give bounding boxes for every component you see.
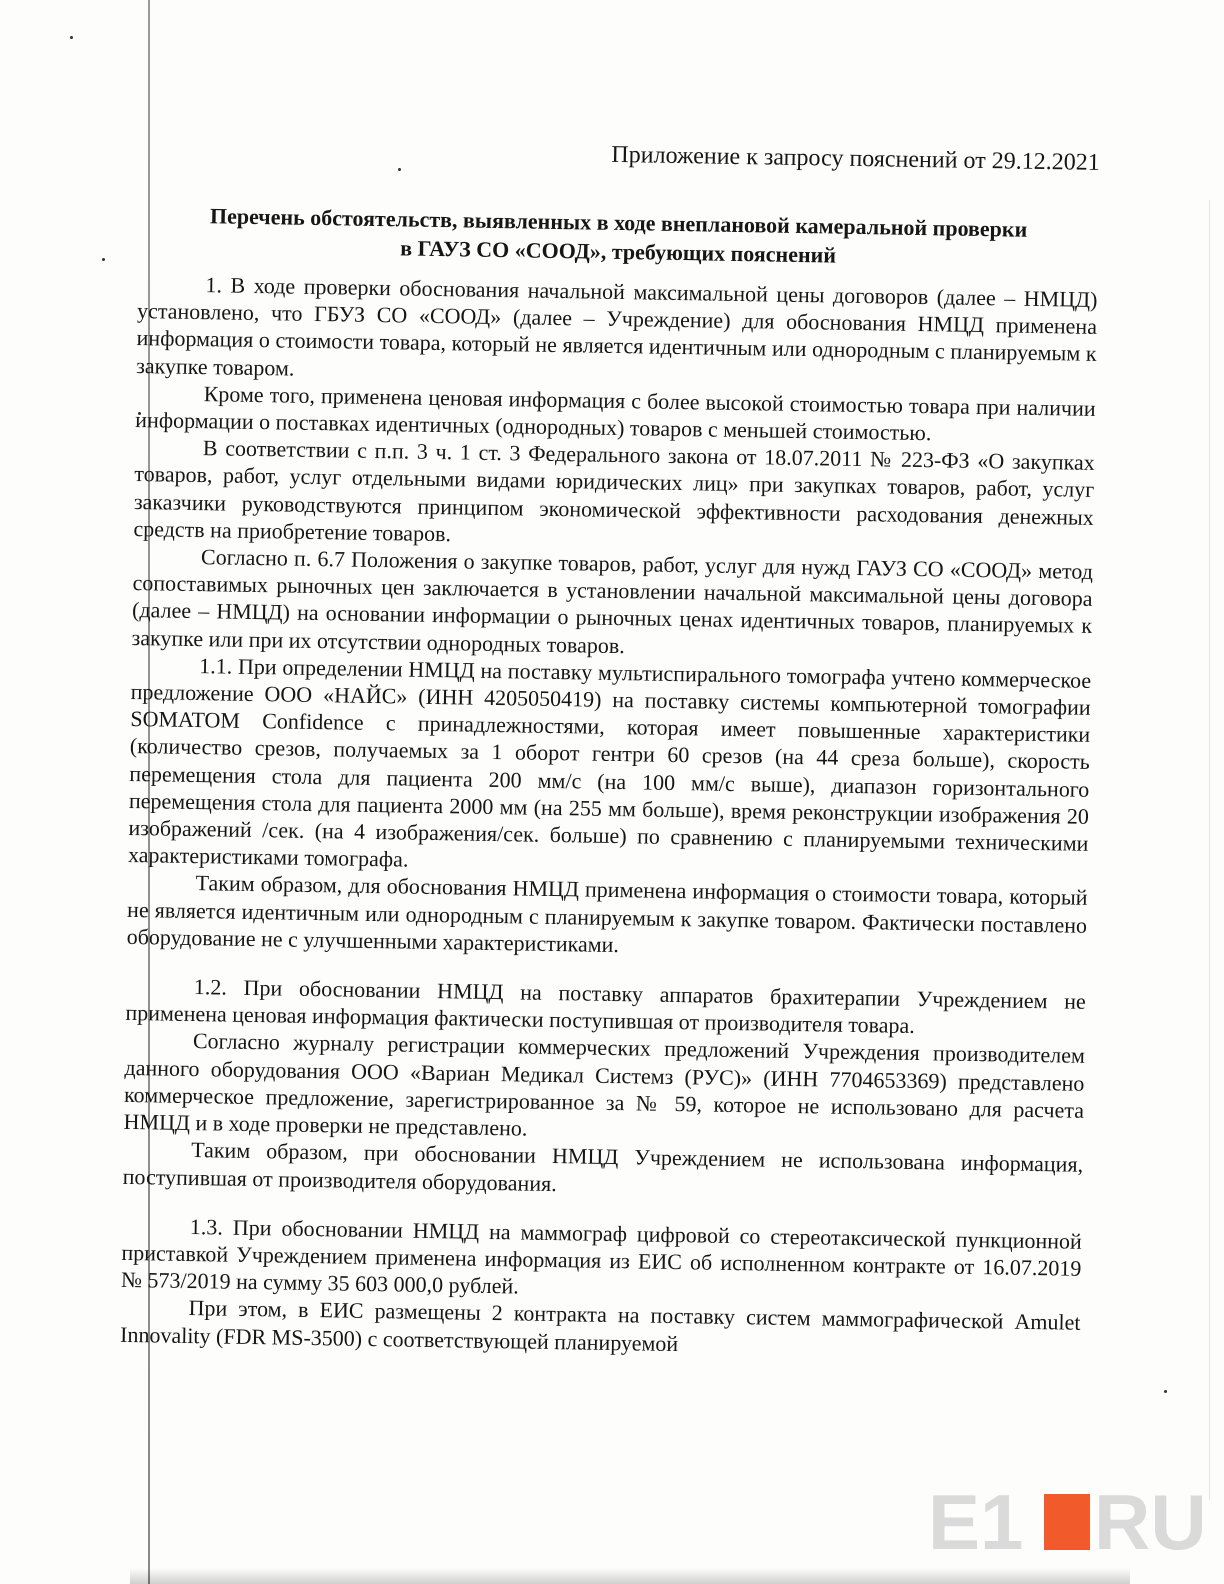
title-line-2: в ГАУЗ СО «СООД», требующих пояснений bbox=[400, 235, 837, 268]
appendix-note: Приложение к запросу пояснений от 29.12.2021 bbox=[611, 141, 1100, 176]
scan-edge-right bbox=[1209, 200, 1210, 1500]
paragraph-1-2: 1.2. При обосновании НМЦД на поставку аппаратов брахитерапии Учреждением не применена ценовая информация фактически поступившая от производителя товара. bbox=[125, 974, 1086, 1039]
watermark-ru-text: RU bbox=[1094, 1478, 1207, 1566]
scan-speck bbox=[70, 36, 73, 39]
document-page bbox=[120, 132, 1100, 1363]
paragraph-1-2-conclusion: Таким образом, при обосновании НМЦД Учреждением не использована информация, поступившая от производителя оборудования. bbox=[122, 1137, 1084, 1196]
paragraph-2: Кроме того, применена ценовая информация с более высокой стоимостью товара при наличии информации о поставках идентичных (однородных) товаров с меньшей стоимостью. bbox=[135, 380, 1096, 446]
scan-bottom-shadow bbox=[130, 1568, 1130, 1584]
paragraph-1-3-eis: При этом, в ЕИС размещены 2 контракта на поставку систем маммографической Amulet Innovality (FDR MS-3500) с соответствующей планируемой bbox=[119, 1295, 1081, 1356]
watermark-orange-square bbox=[1044, 1494, 1090, 1550]
paragraph-4: Согласно п. 6.7 Положения о закупке товаров, работ, услуг для нужд ГАУЗ СО «СООД» метод сопоставимых рыночных цен заключается в установлении начальной максимальной цены договора (далее – НМЦД) на основании информации о рыночных ценах идентичных товаров, планируемых к закупке или при их отсутствии однородных товаров. bbox=[131, 544, 1094, 658]
paragraph-1-2-journal: Согласно журналу регистрации коммерческих предложений Учреждения производителем данного оборудования ООО «Вариан Медикал Системз (РУС)» (ИНН 7704653369) представлено коммерческое предложение, зарегистрированное за № 59, которое не использовано для расчета НМЦД и в ходе проверки не представлено. bbox=[123, 1028, 1086, 1141]
scan-speck bbox=[102, 258, 105, 261]
scan-speck bbox=[1164, 1390, 1167, 1393]
paragraph-1: 1. В ходе проверки обоснования начальной максимальной цены договоров (далее – НМЦД) установлено, что ГБУЗ СО «СООД» (далее – Учреждение) для обоснования НМЦД применена информация о стоимости товара, который не является идентичным или однородным с планируемым к закупке товаром. bbox=[135, 272, 1098, 381]
paragraph-3: В соответствии с п.п. 3 ч. 1 ст. 3 Федерального закона от 18.07.2011 № 223-ФЗ «О закупках товаров, работ, услуг отдельными видами юридических лиц» при закупках товаров, работ, услуг заказчики руководствуются принципом экономической эффективности расходования денежных средств на приобретение товаров. bbox=[133, 435, 1095, 547]
e1-logo-watermark bbox=[928, 1478, 1207, 1566]
paragraph-1-3: 1.3. При обосновании НМЦД на маммограф цифровой со стереотаксической пункционной приставкой Учреждением применена информация из ЕИС об исполненном контракте от 16.07.2019 № 573/2019 на сумму 35 603 000,0 рублей. bbox=[120, 1213, 1083, 1299]
paragraph-1-1-conclusion: Таким образом, для обоснования НМЦД применена информация о стоимости товара, который не является идентичным или однородным с планируемым к закупке товаром. Фактически поставлено оборудование не с улучшенными характеристиками. bbox=[126, 870, 1088, 957]
paragraph-1-1: 1.1. При определении НМЦД на поставку мультиспирального томографа учтено коммерческое предложение ООО «НАЙС» (ИНН 4205050419) на поставку системы компьютерной томографии SOMATOM Confidence с принадлежностями, которая имеет повышенные характеристики (количество срезов, получаемых за 1 оборот гентри 60 срезов (на 44 среза больше), скорость перемещения стола для пациента 200 мм/с (на 100 мм/с выше), диапазон горизонтального перемещения стола для пациента 2000 мм (на 255 мм больше), время реконструкции изображения 20 изображений /сек. (на 4 изображения/сек. больше) по сравнению с планируемыми техническими характеристиками томографа. bbox=[127, 652, 1092, 872]
title-line-1: Перечень обстоятельств, выявленных в ходе внеплановой камеральной проверки bbox=[209, 203, 1028, 242]
document-title bbox=[138, 200, 1099, 274]
watermark-e1-text: E1 bbox=[928, 1478, 1024, 1566]
